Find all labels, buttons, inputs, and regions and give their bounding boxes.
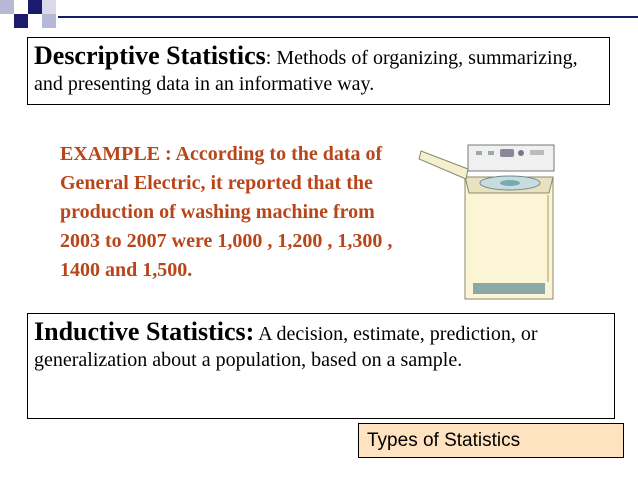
inductive-definition: A decision, estimate, prediction, or generalization about a population, based on a sample.: [34, 323, 538, 371]
deco-square: [42, 0, 56, 14]
inductive-term: Inductive Statistics:: [34, 317, 255, 346]
deco-square: [28, 0, 42, 14]
corner-decoration: [0, 0, 100, 30]
deco-square: [0, 0, 14, 14]
descriptive-statistics-box: [27, 37, 610, 105]
example-text: EXAMPLE : According to the data of General Electric, it reported that the production of washing machine from 2003 to 2007 were 1,000 , 1,200 , 1,300 , 1400 and 1,500.: [60, 143, 393, 281]
deco-square: [14, 14, 28, 28]
deco-square: [42, 14, 56, 28]
descriptive-term: Descriptive Statistics: [34, 41, 266, 70]
washing-machine-icon: [418, 137, 558, 302]
inductive-statistics-box: [27, 313, 615, 419]
header-rule: [58, 16, 638, 18]
descriptive-definition: : Methods of organizing, summarizing, and presenting data in an informative way.: [34, 47, 578, 95]
types-of-statistics-tag: Types of Statistics: [358, 423, 624, 458]
